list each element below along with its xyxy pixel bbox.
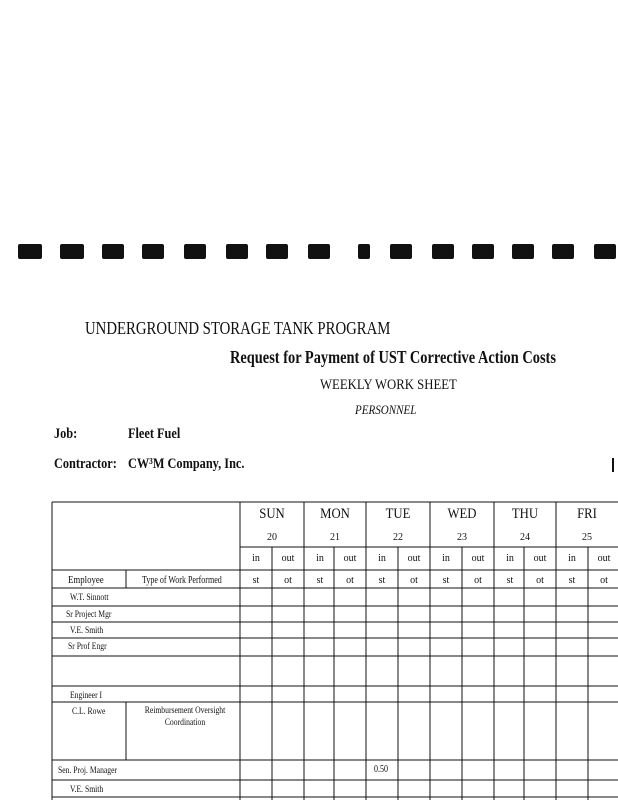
day-mon: MON	[320, 506, 350, 522]
st-label: st	[442, 575, 450, 586]
job-value: Fleet Fuel	[128, 426, 181, 442]
employee-name: Sr Project Mgr	[66, 609, 112, 619]
date-fri: 25	[582, 532, 592, 543]
work-type: Reimbursement Oversight Coordination	[144, 705, 226, 727]
day-fri: FRI	[577, 506, 597, 522]
perforation-strip	[0, 244, 618, 268]
ot-label: ot	[600, 575, 608, 586]
in-label: in	[568, 553, 576, 564]
in-label: in	[506, 553, 514, 564]
request-title: Request for Payment of UST Corrective Action Costs	[230, 347, 556, 367]
date-thu: 24	[520, 532, 530, 543]
hours-value: 0.50	[374, 764, 388, 775]
employee-name: V.E. Smith	[70, 625, 104, 635]
date-sun: 20	[267, 532, 277, 543]
ot-label: ot	[284, 575, 292, 586]
st-label: st	[316, 575, 324, 586]
out-label: out	[533, 553, 547, 564]
employee-name: Engineer I	[70, 690, 103, 700]
st-label: st	[378, 575, 386, 586]
out-label: out	[597, 553, 611, 564]
program-title: UNDERGROUND STORAGE TANK PROGRAM	[85, 318, 391, 338]
employee-name: V.E. Smith	[70, 784, 104, 794]
employee-name: Sen. Proj. Manager	[58, 765, 118, 775]
employee-name: C.L. Rowe	[72, 706, 106, 716]
st-label: st	[506, 575, 514, 586]
out-label: out	[343, 553, 357, 564]
in-label: in	[442, 553, 450, 564]
date-tue: 22	[393, 532, 403, 543]
in-label: in	[316, 553, 324, 564]
worksheet-title: WEEKLY WORK SHEET	[320, 377, 457, 393]
day-thu: THU	[511, 506, 539, 522]
ot-label: ot	[474, 575, 482, 586]
ot-label: ot	[536, 575, 544, 586]
out-label: out	[471, 553, 485, 564]
employee-name: Sr Prof Engr	[68, 641, 107, 651]
out-label: out	[407, 553, 421, 564]
employee-name: W.T. Sinnott	[70, 592, 109, 602]
worksheet-subtitle: PERSONNEL	[355, 402, 417, 417]
in-label: in	[252, 553, 260, 564]
ot-label: ot	[346, 575, 354, 586]
employee-header: Employee	[68, 574, 104, 586]
job-label: Job:	[54, 426, 78, 442]
date-mon: 21	[330, 532, 340, 543]
day-sun: SUN	[259, 506, 285, 522]
day-wed: WED	[447, 506, 477, 522]
contractor-value: CW³M Company, Inc.	[128, 456, 245, 472]
edge-mark	[612, 458, 614, 472]
contractor-label: Contractor:	[54, 456, 117, 472]
work-type-header: Type of Work Performed	[142, 575, 222, 586]
in-label: in	[378, 553, 386, 564]
out-label: out	[281, 553, 295, 564]
day-tue: TUE	[385, 506, 411, 522]
st-label: st	[252, 575, 260, 586]
date-wed: 23	[457, 532, 467, 543]
ot-label: ot	[410, 575, 418, 586]
st-label: st	[568, 575, 576, 586]
